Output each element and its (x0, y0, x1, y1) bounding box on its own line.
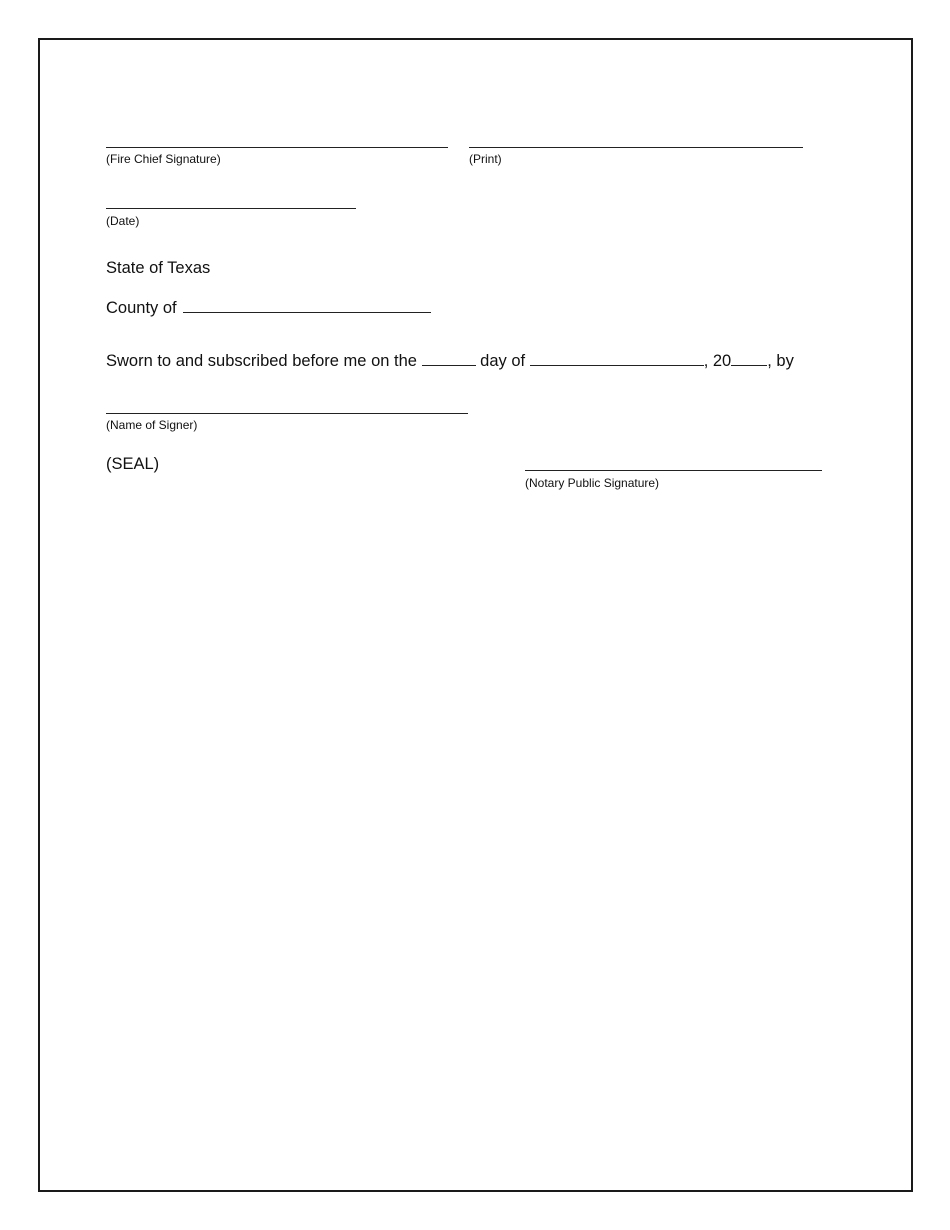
name-of-signer-line[interactable] (106, 413, 468, 414)
date-label: (Date) (106, 214, 140, 228)
sworn-part3: , 20 (703, 352, 732, 370)
day-blank[interactable] (422, 350, 476, 366)
sworn-part2: day of (480, 352, 526, 370)
fire-chief-signature-line[interactable] (106, 147, 448, 148)
sworn-statement (106, 350, 794, 371)
state-text: State of Texas (106, 259, 211, 277)
print-name-line[interactable] (469, 147, 803, 148)
month-blank[interactable] (530, 350, 704, 366)
sworn-part4: , by (767, 352, 794, 370)
year-blank[interactable] (731, 350, 767, 366)
county-blank[interactable] (183, 297, 431, 313)
seal-text: (SEAL) (106, 455, 160, 473)
county-row (106, 297, 431, 318)
notary-signature-label: (Notary Public Signature) (525, 476, 660, 490)
county-prefix: County of (106, 299, 177, 317)
fire-chief-signature-label: (Fire Chief Signature) (106, 152, 221, 166)
notary-signature-line[interactable] (525, 470, 822, 471)
print-name-label: (Print) (469, 152, 502, 166)
date-line[interactable] (106, 208, 356, 209)
name-of-signer-label: (Name of Signer) (106, 418, 198, 432)
page-frame (38, 38, 913, 1192)
sworn-part1: Sworn to and subscribed before me on the (106, 352, 417, 370)
